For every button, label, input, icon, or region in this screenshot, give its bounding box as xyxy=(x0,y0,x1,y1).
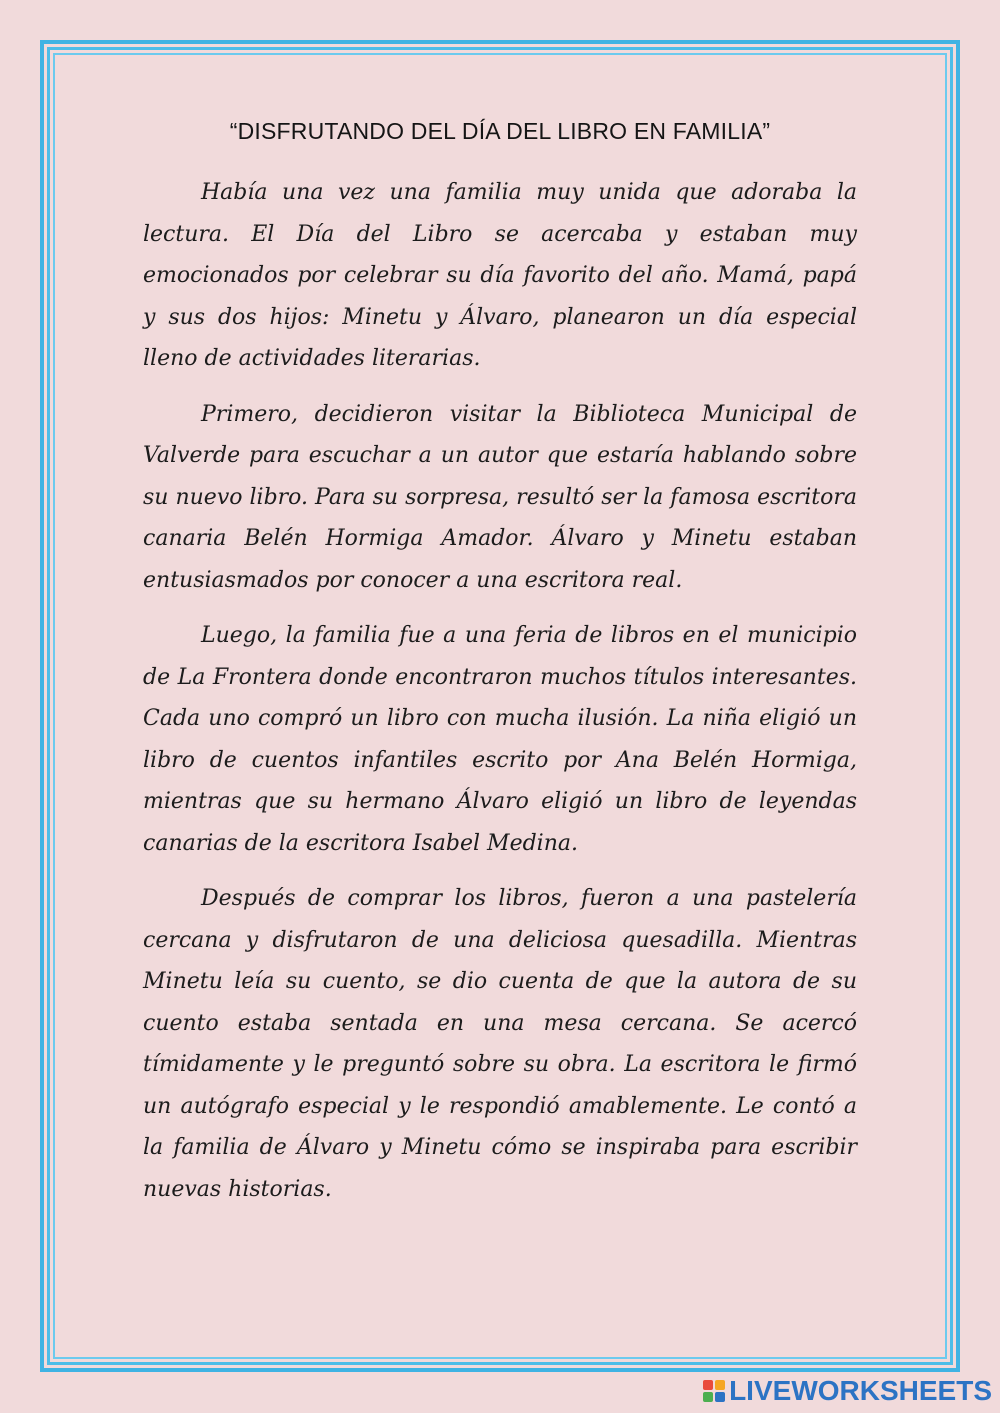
logo-square xyxy=(715,1392,725,1402)
brand-name: LIVEWORKSHEETS xyxy=(729,1375,992,1406)
liveworksheets-watermark xyxy=(703,1375,992,1407)
logo-square xyxy=(715,1380,725,1390)
story-body xyxy=(143,172,857,1224)
logo-square xyxy=(703,1380,713,1390)
story-paragraph: Después de comprar los libros, fueron a una pastelería cercana y disfrutaron de una deliciosa quesadilla. Mientras Minetu leía su cuento, se dio cuenta de que la autora de su cuento estaba sentada en una mesa cercana. Se acercó tímidamente y le preguntó sobre su obra. La escritora le firmó un autógrafo especial y le respondió amablemente. Le contó a la familia de Álvaro y Minetu cómo se inspiraba para escribir nuevas historias. xyxy=(143,886,857,1202)
logo-square xyxy=(703,1392,713,1402)
story-paragraph: Luego, la familia fue a una feria de libros en el municipio de La Frontera donde encontraron muchos títulos interesantes. Cada uno compró un libro con mucha ilusión. La niña eligió un libro de cuentos infantiles escrito por Ana Belén Hormiga, mientras que su hermano Álvaro eligió un libro de leyendas canarias de la escritora Isabel Medina. xyxy=(143,623,857,856)
liveworksheets-logo-icon xyxy=(703,1380,725,1402)
story-paragraph: Primero, decidieron visitar la Biblioteca Municipal de Valverde para escuchar a un autor que estaría hablando sobre su nuevo libro. Para su sorpresa, resultó ser la famosa escritora canaria Belén Hormiga Amador. Álvaro y Minetu estaban entusiasmados por conocer a una escritora real. xyxy=(143,401,857,593)
story-title: “DISFRUTANDO DEL DÍA DEL LIBRO EN FAMILIA” xyxy=(229,118,771,144)
story-paragraph: Había una vez una familia muy unida que adoraba la lectura. El Día del Libro se acercaba y estaban muy emocionados por celebrar su día favorito del año. Mamá, papá y sus dos hijos: Minetu y Álvaro, planearon un día especial lleno de actividades literarias. xyxy=(143,180,857,371)
